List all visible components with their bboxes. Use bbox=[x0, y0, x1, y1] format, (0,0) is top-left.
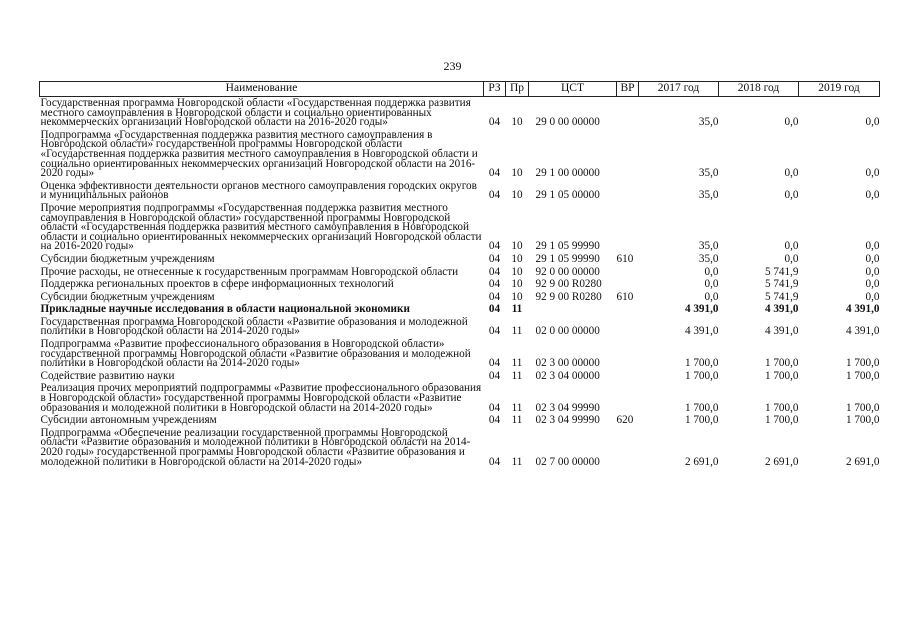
cell-y2018: 4 391,0 bbox=[764, 325, 799, 338]
budget-table bbox=[39, 81, 880, 470]
cell-name: Субсидии бюджетным учреждениям bbox=[40, 290, 215, 303]
cell-y2017: 35,0 bbox=[698, 252, 719, 265]
cell-rz: 04 bbox=[488, 325, 501, 338]
cell-y2019: 1 700,0 bbox=[845, 357, 880, 370]
cell-name: Реализация прочих мероприятий подпрограммы «Развитие профессионального образования в Новгородской области» государственной программы Новгородской области «Развитие образования и молодежной политики в Новгородской области на 2014-2020 годы» bbox=[40, 382, 482, 414]
cell-y2017: 2 691,0 bbox=[684, 455, 719, 468]
cell-cst: 29 1 00 00000 bbox=[535, 167, 600, 180]
cell-pr: 10 bbox=[511, 116, 523, 129]
cell-y2018: 0,0 bbox=[784, 116, 799, 129]
cell-rz: 04 bbox=[488, 303, 501, 316]
cell-cst: 02 0 00 00000 bbox=[535, 325, 600, 338]
header-2018: 2018 год bbox=[719, 82, 799, 97]
cell-pr: 10 bbox=[511, 290, 523, 303]
cell-rz: 04 bbox=[488, 357, 501, 370]
cell-rz: 04 bbox=[488, 290, 501, 303]
cell-rz: 04 bbox=[488, 252, 501, 265]
table-row bbox=[40, 182, 880, 204]
cell-y2019: 0,0 bbox=[865, 265, 880, 278]
cell-pr: 11 bbox=[511, 357, 523, 370]
cell-pr: 10 bbox=[511, 240, 523, 253]
cell-cst: 92 9 00 R0280 bbox=[535, 290, 602, 303]
cell-y2019: 0,0 bbox=[865, 252, 880, 265]
cell-vr bbox=[617, 182, 639, 204]
page-number: 239 bbox=[443, 59, 462, 73]
header-rz: РЗ bbox=[484, 82, 506, 97]
cell-y2018: 5 741,9 bbox=[764, 265, 799, 278]
cell-name: Подпрограмма «Обеспечение реализации государственной программы Новгородской области «Развитие образования и молодежной политики в Новгородской области на 2014-2020 годы» государственной программы Новгородской области «Развитие образования и молодежной политики в Новгородской области на 2014-2020 годы» bbox=[40, 426, 471, 468]
cell-y2018: 1 700,0 bbox=[764, 369, 799, 382]
cell-name: Субсидии бюджетным учреждениям bbox=[40, 252, 215, 265]
cell-cst bbox=[529, 305, 617, 318]
cell-y2017: 35,0 bbox=[698, 189, 719, 202]
cell-pr: 11 bbox=[511, 401, 523, 414]
cell-name: Прочие расходы, не отнесенные к государственным программам Новгородской области bbox=[40, 265, 459, 278]
cell-cst: 02 3 00 00000 bbox=[535, 357, 600, 370]
cell-y2019: 2 691,0 bbox=[845, 455, 880, 468]
cell-name: Государственная программа Новгородской области «Государственная поддержка развития местного самоуправления в Новгородской области и социально ориентированных некоммерческих организаций Новгородской области на 2016-2020 годы» bbox=[40, 97, 471, 129]
cell-pr: 10 bbox=[511, 252, 523, 265]
cell-pr: 10 bbox=[511, 265, 523, 278]
cell-y2018: 0,0 bbox=[784, 240, 799, 253]
cell-vr: 620 bbox=[616, 414, 634, 427]
cell-cst: 02 7 00 00000 bbox=[535, 455, 600, 468]
cell-y2019: 1 700,0 bbox=[845, 401, 880, 414]
cell-vr bbox=[617, 340, 639, 372]
cell-vr bbox=[617, 204, 639, 255]
cell-y2017: 35,0 bbox=[698, 167, 719, 180]
cell-y2017: 0,0 bbox=[704, 290, 719, 303]
cell-vr bbox=[617, 131, 639, 182]
cell-pr: 10 bbox=[511, 189, 523, 202]
cell-vr bbox=[617, 97, 639, 131]
cell-rz: 04 bbox=[488, 240, 501, 253]
cell-pr: 10 bbox=[511, 167, 523, 180]
cell-y2017: 4 391,0 bbox=[684, 325, 719, 338]
header-name: Наименование bbox=[40, 82, 484, 97]
cell-name: Прочие мероприятия подпрограммы «Государственная поддержка развития местного самоуправления в Новгородской области» государственной программы Новгородской области «Государственная поддержка развития местного самоуправления в Новгородской области и социально ориентированных некоммерческих организаций Новгородской области на 2016-2020 годы» bbox=[40, 201, 482, 253]
cell-rz: 04 bbox=[488, 401, 501, 414]
cell-rz: 04 bbox=[488, 369, 501, 382]
cell-vr bbox=[617, 429, 639, 470]
cell-y2017: 4 391,0 bbox=[684, 303, 719, 316]
cell-rz: 04 bbox=[488, 414, 501, 427]
cell-cst: 02 3 04 99990 bbox=[535, 401, 600, 414]
cell-vr bbox=[617, 372, 639, 385]
cell-y2018: 1 700,0 bbox=[764, 414, 799, 427]
cell-cst: 29 1 05 00000 bbox=[535, 189, 600, 202]
cell-y2018: 5 741,9 bbox=[764, 278, 799, 291]
header-pr: Пр bbox=[506, 82, 529, 97]
cell-y2018: 0,0 bbox=[784, 189, 799, 202]
cell-name: Подпрограмма «Развитие профессионального образования в Новгородской области» государственной программы Новгородской области «Развитие образования и молодежной политики в Новгородской области на 2014-2020 годы» bbox=[40, 338, 471, 370]
cell-y2018: 4 391,0 bbox=[764, 303, 799, 316]
cell-y2017: 35,0 bbox=[698, 116, 719, 129]
cell-y2019: 0,0 bbox=[865, 167, 880, 180]
cell-vr bbox=[617, 305, 639, 318]
cell-rz: 04 bbox=[488, 265, 501, 278]
cell-vr bbox=[617, 318, 639, 340]
cell-pr: 11 bbox=[511, 414, 523, 427]
cell-y2018: 5 741,9 bbox=[764, 290, 799, 303]
cell-pr: 10 bbox=[511, 278, 523, 291]
table-row bbox=[40, 429, 880, 470]
cell-name: Содействие развитию науки bbox=[40, 369, 175, 382]
cell-y2018: 1 700,0 bbox=[764, 357, 799, 370]
cell-cst: 02 3 04 00000 bbox=[535, 369, 600, 382]
cell-y2019: 1 700,0 bbox=[845, 369, 880, 382]
cell-pr: 11 bbox=[511, 325, 523, 338]
table-row bbox=[40, 384, 880, 416]
table-row bbox=[40, 97, 880, 131]
cell-vr: 610 bbox=[616, 290, 634, 303]
cell-pr: 11 bbox=[511, 369, 523, 382]
cell-y2017: 1 700,0 bbox=[684, 414, 719, 427]
cell-rz: 04 bbox=[488, 278, 501, 291]
cell-y2019: 4 391,0 bbox=[845, 303, 880, 316]
cell-cst: 92 9 00 R0280 bbox=[535, 278, 602, 291]
cell-y2018: 1 700,0 bbox=[764, 401, 799, 414]
table-row bbox=[40, 204, 880, 255]
cell-y2017: 35,0 bbox=[698, 240, 719, 253]
cell-rz: 04 bbox=[488, 167, 501, 180]
cell-y2019: 0,0 bbox=[865, 290, 880, 303]
cell-y2018: 2 691,0 bbox=[764, 455, 799, 468]
cell-y2017: 1 700,0 bbox=[684, 357, 719, 370]
cell-cst: 29 1 05 99990 bbox=[535, 252, 600, 265]
cell-y2018: 0,0 bbox=[784, 167, 799, 180]
cell-y2017: 0,0 bbox=[704, 265, 719, 278]
cell-name: Оценка эффективности деятельности органов местного самоуправления городских округов и муниципальных районов bbox=[40, 179, 477, 202]
cell-y2017: 0,0 bbox=[704, 278, 719, 291]
cell-name: Подпрограмма «Государственная поддержка развития местного самоуправления в Новгородской области» государственной программы Новгородской области «Государственная поддержка развития местного самоуправления в Новгородской области и социально ориентированных некоммерческих организаций Новгородской области на 2016-2020 годы» bbox=[40, 128, 478, 180]
cell-rz: 04 bbox=[488, 189, 501, 202]
cell-y2019: 1 700,0 bbox=[845, 414, 880, 427]
cell-y2017: 1 700,0 bbox=[684, 369, 719, 382]
cell-rz: 04 bbox=[488, 116, 501, 129]
header-cst: ЦСТ bbox=[529, 82, 617, 97]
header-2019: 2019 год bbox=[799, 82, 880, 97]
cell-name: Поддержка региональных проектов в сфере информационных технологий bbox=[40, 278, 394, 291]
header-2017: 2017 год bbox=[639, 82, 719, 97]
cell-cst: 92 0 00 00000 bbox=[535, 265, 600, 278]
cell-pr: 11 bbox=[511, 303, 523, 316]
cell-rz: 04 bbox=[488, 455, 501, 468]
cell-cst: 29 1 05 99990 bbox=[535, 240, 600, 253]
cell-cst: 02 3 04 99990 bbox=[535, 414, 600, 427]
cell-y2019: 0,0 bbox=[865, 116, 880, 129]
cell-cst: 29 0 00 00000 bbox=[535, 116, 600, 129]
cell-y2019: 4 391,0 bbox=[845, 325, 880, 338]
cell-vr bbox=[617, 268, 639, 281]
table-header-row bbox=[40, 82, 880, 97]
table-row bbox=[40, 131, 880, 182]
table-row bbox=[40, 318, 880, 340]
cell-vr: 610 bbox=[616, 252, 634, 265]
cell-name: Прикладные научные исследования в области национальной экономики bbox=[40, 303, 410, 316]
cell-y2019: 0,0 bbox=[865, 189, 880, 202]
header-vr: ВР bbox=[617, 82, 639, 97]
cell-y2017: 1 700,0 bbox=[684, 401, 719, 414]
cell-name: Субсидии автономным учреждениям bbox=[40, 414, 217, 427]
cell-y2018: 0,0 bbox=[784, 252, 799, 265]
cell-y2019: 0,0 bbox=[865, 240, 880, 253]
cell-name: Государственная программа Новгородской области «Развитие образования и молодежной политики в Новгородской области на 2014-2020 годы» bbox=[40, 315, 468, 338]
cell-vr bbox=[617, 384, 639, 416]
table-row bbox=[40, 340, 880, 372]
cell-y2019: 0,0 bbox=[865, 278, 880, 291]
cell-pr: 11 bbox=[511, 455, 523, 468]
